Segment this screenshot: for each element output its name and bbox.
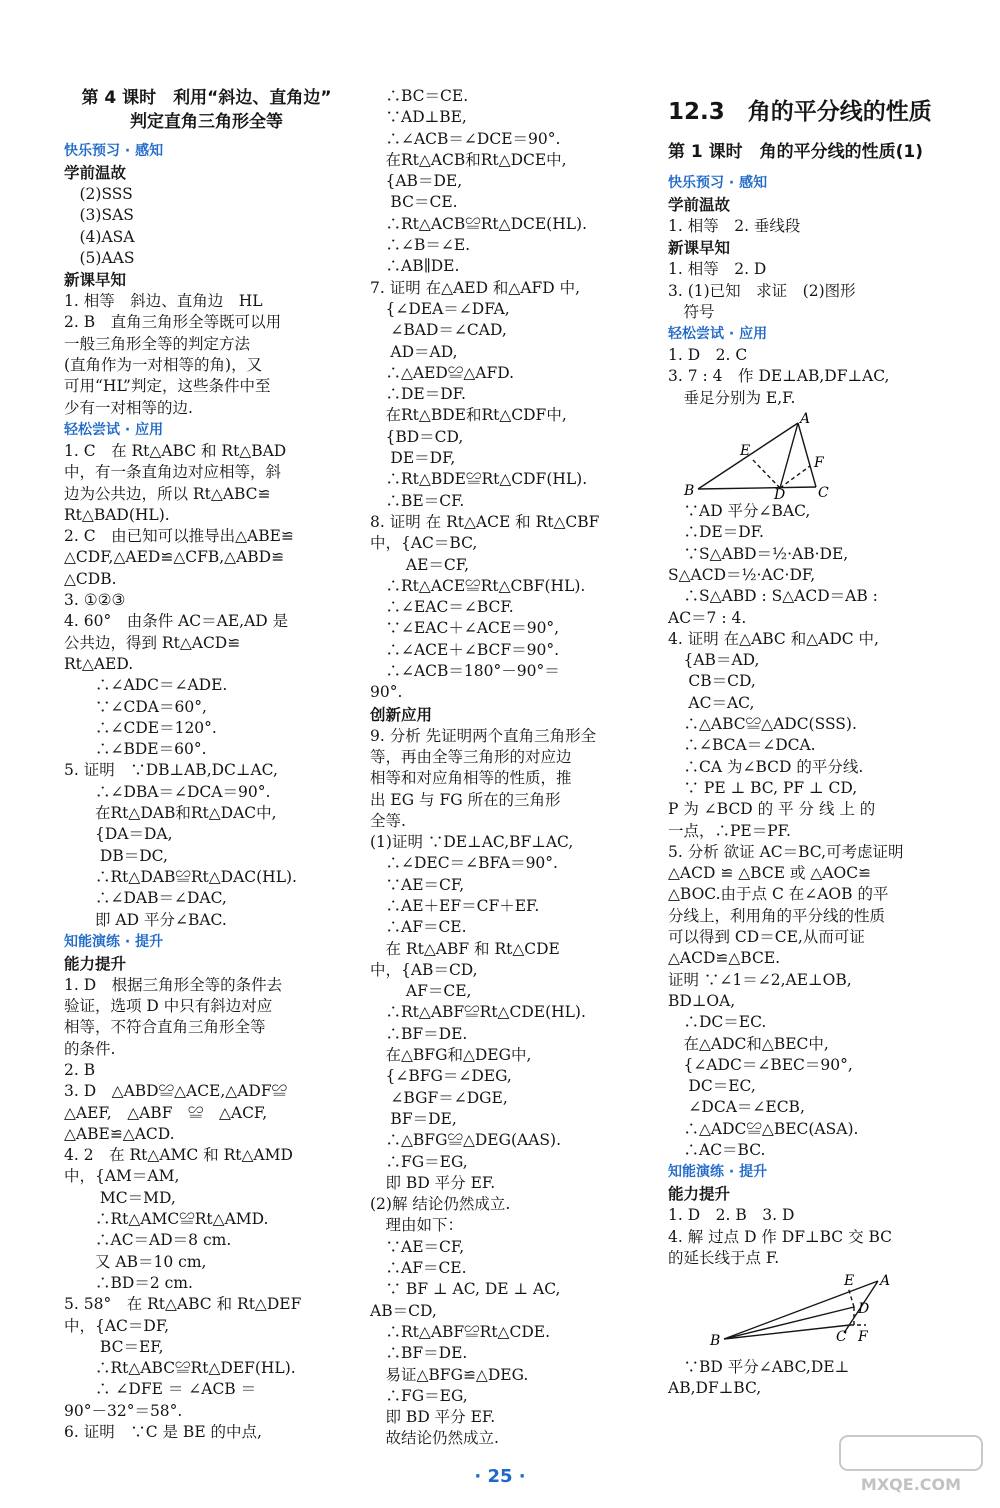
answer-line: 1. D 根据三角形全等的条件去 xyxy=(64,975,283,994)
answer-line: 3. ①②③ xyxy=(64,591,126,610)
answer-line: 2. B xyxy=(64,1060,96,1079)
answer-line: ∴AC＝BC. xyxy=(668,1140,766,1159)
answer-line: 的条件. xyxy=(64,1039,116,1058)
fig1-label-D: D xyxy=(774,487,786,500)
answer-line: 验证，选项 D 中只有斜边对应 xyxy=(64,997,273,1016)
answer-line: 等，再由全等三角形的对应边 xyxy=(370,747,572,766)
answer-line: 7. 证明 在△AED 和△AFD 中, xyxy=(370,278,581,297)
answer-line: 在△ADC和△BEC中, xyxy=(668,1034,829,1053)
answer-line: ∴△ADC≌△BEC(ASA). xyxy=(668,1119,859,1138)
answer-line: ∴FG＝EG, xyxy=(370,1152,468,1171)
answer-line: ∵AE＝CF, xyxy=(370,1237,465,1256)
answer-line: 垂足分别为 E,F. xyxy=(668,388,796,407)
answer-line: △CDF,△AED≌△CFB,△ABD≌ xyxy=(64,548,285,567)
answer-line: 边为公共边，所以 Rt△ABC≌ xyxy=(64,484,271,503)
answer-line: △AEF, △ABF ≌ △ACF, xyxy=(64,1103,268,1122)
answer-line: 4. 2 在 Rt△AMC 和 Rt△AMD xyxy=(64,1146,293,1165)
column-right-lines-c xyxy=(668,1357,940,1400)
answer-line: ∴∠ACB＝∠DCE＝90°. xyxy=(370,129,561,148)
answer-line: ∴BD＝2 cm. xyxy=(64,1273,193,1292)
figure-angle-bisector-extended xyxy=(668,1271,898,1355)
answer-line: ∴FG＝EG, xyxy=(370,1386,468,1405)
section-tag: 知能演练 · 提升 xyxy=(668,1164,768,1181)
answer-line: ∴∠DAB＝∠DAC, xyxy=(64,889,227,908)
answer-line: 1. 相等 2. D xyxy=(668,260,767,279)
answer-line: 中，{AB＝CD, xyxy=(370,960,478,979)
answer-line: 1. C 在 Rt△ABC 和 Rt△BAD xyxy=(64,441,287,460)
section-heading-small: 能力提升 xyxy=(668,1185,731,1204)
answer-line: ∠BGF＝∠DGE, xyxy=(370,1088,508,1107)
section-tag: 轻松尝试 · 应用 xyxy=(668,326,768,343)
answer-line: ∵ PE ⊥ BC, PF ⊥ CD, xyxy=(668,778,858,797)
answer-line: 4. 解 过点 D 作 DF⊥BC 交 BC xyxy=(668,1227,893,1246)
answer-line: 1. D 2. C xyxy=(668,346,748,365)
answer-line: 全等. xyxy=(370,811,406,830)
answer-line: ∴Rt△ABF≌Rt△CDE. xyxy=(370,1322,551,1341)
answer-line: 90°－32°＝58°. xyxy=(64,1401,183,1420)
answer-line: 在Rt△ACB和Rt△DCE中, xyxy=(370,150,567,169)
answer-line: 5. 证明 ∵DB⊥AB,DC⊥AC, xyxy=(64,761,278,780)
answer-line: ∴Rt△AMC≌Rt△AMD. xyxy=(64,1210,269,1229)
answer-line: {BD＝CD, xyxy=(370,427,464,446)
answer-line: 3. D △ABD≌△ACE,△ADF≌ xyxy=(64,1082,288,1101)
answer-line: 相等，不符合直角三角形全等 xyxy=(64,1018,266,1037)
column-middle-lines xyxy=(370,86,642,1450)
section-heading: 12.3 角的平分线的性质 xyxy=(668,99,932,125)
answer-line: 4. 证明 在△ABC 和△ADC 中, xyxy=(668,629,879,648)
answer-line: 在Rt△BDE和Rt△CDF中, xyxy=(370,406,567,425)
answer-line: ∴∠B＝∠E. xyxy=(370,236,471,255)
answer-line: 中，{AC＝DF, xyxy=(64,1316,170,1335)
answer-line: {AB＝DE, xyxy=(370,172,463,191)
fig2-label-D: D xyxy=(858,1301,870,1318)
answer-line: ∵∠CDA＝60°, xyxy=(64,697,207,716)
answer-line: ∴BF＝DE. xyxy=(370,1344,468,1363)
answer-line: ∴BF＝DE. xyxy=(370,1024,468,1043)
fig1-label-A: A xyxy=(800,411,811,428)
fig1-label-F: F xyxy=(814,455,824,472)
fig1-label-C: C xyxy=(818,485,829,500)
answer-line: 证明 ∵∠1＝∠2,AE⊥OB, xyxy=(668,970,852,989)
answer-line: AD＝AD, xyxy=(370,342,458,361)
answer-line: BC＝CE. xyxy=(370,193,458,212)
answer-line: ∴AB∥DE. xyxy=(370,257,460,276)
answer-line: △ACD ≌ △BCE 或 △AOC≌ xyxy=(668,864,872,883)
answer-line: ∵BD 平分∠ABC,DE⊥ xyxy=(668,1358,850,1377)
section-heading-small: 学前温故 xyxy=(668,196,731,214)
answer-line: 6. 证明 ∵C 是 BE 的中点, xyxy=(64,1423,262,1442)
answer-line: ∴BC＝CE. xyxy=(370,87,469,105)
answer-line: ∴ ∠DFE ＝ ∠ACB ＝ xyxy=(64,1380,257,1399)
answer-line: 2. B 直角三角形全等既可以用 xyxy=(64,313,282,332)
answer-line: ∴∠ACE＋∠BCF＝90°. xyxy=(370,640,560,659)
answer-line: ∴Rt△ACB≌Rt△DCE(HL). xyxy=(370,214,588,233)
fig2-label-C: C xyxy=(836,1329,847,1346)
answer-line: {∠DEA＝∠DFA, xyxy=(370,299,510,318)
answer-line: ∴AF＝CE. xyxy=(370,1259,467,1278)
lesson-title-line2: 判定直角三角形全等 xyxy=(130,112,283,132)
answer-line: △CDB. xyxy=(64,569,117,588)
answer-line: 即 BD 平分 EF. xyxy=(370,1173,496,1192)
answer-line: {∠ADC＝∠BEC＝90°, xyxy=(668,1055,853,1074)
answer-line: ∴∠DBA＝∠DCA＝90°. xyxy=(64,782,271,801)
section-tag: 快乐预习 · 感知 xyxy=(668,175,768,191)
answer-line: ∴AF＝CE. xyxy=(370,918,467,937)
answer-line: (2)SSS xyxy=(64,185,133,203)
column-right xyxy=(668,86,940,1400)
answer-line: (1)证明 ∵DE⊥AC,BF⊥AC, xyxy=(370,833,574,852)
answer-line: AB＝CD, xyxy=(370,1301,437,1320)
answer-line: ∴∠CDE＝120°. xyxy=(64,718,217,737)
watermark-text: MXQE.COM xyxy=(860,1475,962,1494)
section-heading-small: 能力提升 xyxy=(64,954,127,973)
answer-line: ∴DE＝DF. xyxy=(370,385,466,404)
column-left xyxy=(64,86,349,1443)
answer-line: 分线上，利用角的平分线的性质 xyxy=(668,906,886,925)
watermark-logo xyxy=(836,1432,986,1496)
answer-line: ∵AD 平分∠BAC, xyxy=(668,502,811,521)
answer-line: (4)ASA xyxy=(64,227,135,246)
answer-line: ∴Rt△DAB≌Rt△DAC(HL). xyxy=(64,867,297,886)
fig1-label-B: B xyxy=(684,483,695,500)
answer-line: 4. 60° 由条件 AC＝AE,AD 是 xyxy=(64,612,289,631)
answer-line: ∴∠EAC＝∠BCF. xyxy=(370,598,514,617)
answer-line: 在Rt△DAB和Rt△DAC中, xyxy=(64,804,277,823)
answer-line: 在 Rt△ABF 和 Rt△CDE xyxy=(370,939,560,958)
answer-line: 中，有一条直角边对应相等，斜 xyxy=(64,463,282,482)
figure-triangle-bisector xyxy=(668,411,838,499)
answer-line: BC＝EF, xyxy=(64,1337,164,1356)
answer-line: P 为 ∠BCD 的 平 分 线 上 的 xyxy=(668,800,876,819)
answer-line: ∵AD⊥BE, xyxy=(370,108,467,127)
answer-line: {AB＝AD, xyxy=(668,651,760,670)
answer-line: Rt△BAD(HL). xyxy=(64,505,170,524)
answer-line: 易证△BFG≌△DEG. xyxy=(370,1365,529,1384)
answer-line: 可以得到 CD＝CE,从而可证 xyxy=(668,928,865,947)
answer-line: 即 BD 平分 EF. xyxy=(370,1408,496,1427)
answer-line: CB＝CD, xyxy=(668,672,756,691)
answer-line: AE＝CF, xyxy=(370,555,470,574)
answer-line: 1. D 2. B 3. D xyxy=(668,1206,795,1225)
column-right-lines-a xyxy=(668,172,940,409)
answer-line: {DA＝DA, xyxy=(64,825,173,844)
answer-line: 3. 7 : 4 作 DE⊥AB,DF⊥AC, xyxy=(668,367,890,386)
answer-line: ∴AC＝AD＝8 cm. xyxy=(64,1231,232,1250)
answer-line: △ACD≌△BCE. xyxy=(668,949,781,968)
section-tag: 快乐预习 · 感知 xyxy=(64,143,164,159)
answer-line: ∴DC＝EC. xyxy=(668,1013,767,1032)
answer-line: DC＝EC, xyxy=(668,1077,756,1096)
answer-line: ∴Rt△ABF≌Rt△CDE(HL). xyxy=(370,1003,586,1022)
answer-line: 8. 证明 在 Rt△ACE 和 Rt△CBF xyxy=(370,512,600,531)
answer-line: ∵ BF ⊥ AC, DE ⊥ AC, xyxy=(370,1280,561,1299)
lesson-title-line1: 第 4 课时 利用“斜边、直角边” xyxy=(81,88,332,108)
section-heading-small: 学前温故 xyxy=(64,164,127,182)
answer-line: 5. 58° 在 Rt△ABC 和 Rt△DEF xyxy=(64,1295,302,1314)
answer-line: ∴∠BCA＝∠DCA. xyxy=(668,736,816,755)
answer-line: 故结论仍然成立. xyxy=(370,1429,499,1448)
answer-line: AF＝CE, xyxy=(370,982,472,1001)
fig1-label-E: E xyxy=(740,443,751,460)
answer-line: ∴△AED≌△AFD. xyxy=(370,363,515,382)
answer-line: 公共边，得到 Rt△ACD≌ xyxy=(64,633,241,652)
answer-line: ∴DE＝DF. xyxy=(668,523,764,542)
answer-line: 一般三角形全等的判定方法 xyxy=(64,334,251,353)
answer-line: ∴CA 为∠BCD 的平分线. xyxy=(668,757,864,776)
answer-line: {∠BFG＝∠DEG, xyxy=(370,1067,512,1086)
answer-line: △ABE≌△ACD. xyxy=(64,1124,175,1143)
answer-line: AC＝7 : 4. xyxy=(668,608,747,627)
column-middle xyxy=(370,86,642,1450)
answer-line: (2)解 结论仍然成立. xyxy=(370,1195,511,1214)
answer-line: 在△BFG和△DEG中, xyxy=(370,1046,532,1065)
answer-line: 即 AD 平分∠BAC. xyxy=(64,910,227,929)
answer-line: ∵∠EAC＋∠ACE＝90°, xyxy=(370,619,560,638)
answer-line: ∴△ABC≌△ADC(SSS). xyxy=(668,715,857,734)
answer-line: 中，{AM＝AM, xyxy=(64,1167,180,1186)
answer-line: 1. 相等 2. 垂线段 xyxy=(668,217,801,235)
answer-line: 一点，∴PE＝PF. xyxy=(668,821,791,840)
fig2-label-F: F xyxy=(858,1329,868,1346)
answer-line: S△ACD＝½·AC·DF, xyxy=(668,565,816,584)
answer-line: MC＝MD, xyxy=(64,1188,176,1207)
answer-line: ∴AE＋EF＝CF＋EF. xyxy=(370,896,540,915)
answer-line: ∴∠BDE＝60°. xyxy=(64,740,207,759)
answer-line: ∵S△ABD＝½·AB·DE, xyxy=(668,544,849,563)
answer-line: DE＝DF, xyxy=(370,449,456,468)
answer-line: 少有一对相等的边. xyxy=(64,398,193,417)
section-heading-small: 创新应用 xyxy=(370,705,433,724)
fig2-label-A: A xyxy=(880,1273,891,1290)
section-heading-small: 新课早知 xyxy=(64,271,127,290)
answer-line: ∠DCA＝∠ECB, xyxy=(668,1098,805,1117)
lesson-subtitle: 第 1 课时 角的平分线的性质(1) xyxy=(668,142,924,162)
answer-line: BF＝DE, xyxy=(370,1109,457,1128)
answer-line: ∴∠ACB＝180°－90°＝ xyxy=(370,662,560,681)
answer-line: △BOC.由于点 C 在∠AOB 的平 xyxy=(668,885,889,904)
answer-line: 中，{AC＝BC, xyxy=(370,534,478,553)
answer-line: AB,DF⊥BC, xyxy=(668,1379,762,1398)
section-tag: 轻松尝试 · 应用 xyxy=(64,421,164,438)
answer-line: 又 AB＝10 cm, xyxy=(64,1252,207,1271)
column-left-lines xyxy=(64,140,349,1443)
answer-line: ∴Rt△BDE≌Rt△CDF(HL). xyxy=(370,470,588,489)
answer-line: 90°. xyxy=(370,683,403,702)
answer-line: 可用“HL”判定，这些条件中至 xyxy=(64,377,271,396)
answer-line: ∴Rt△ABC≌Rt△DEF(HL). xyxy=(64,1359,296,1378)
answer-line: 1. 相等 斜边、直角边 HL xyxy=(64,292,263,311)
answer-line: 3. (1)已知 求证 (2)图形 xyxy=(668,281,856,300)
answer-line: Rt△AED. xyxy=(64,654,134,673)
answer-line: DB＝DC, xyxy=(64,846,168,865)
answer-line: 的延长线于点 F. xyxy=(668,1248,780,1267)
column-right-lines-b xyxy=(668,501,940,1269)
answer-line: ∴BE＝CF. xyxy=(370,491,465,510)
answer-line: 2. C 由已知可以推导出△ABE≌ xyxy=(64,527,294,546)
answer-line: ∴S△ABD : S△ACD＝AB : xyxy=(668,587,878,606)
answer-line: ∴∠ADC＝∠ADE. xyxy=(64,676,228,695)
answer-line: ∴△BFG≌△DEG(AAS). xyxy=(370,1131,562,1150)
answer-line: (5)AAS xyxy=(64,248,135,267)
answer-line: 5. 分析 欲证 AC＝BC,可考虑证明 xyxy=(668,842,904,861)
answer-line: ∵AE＝CF, xyxy=(370,875,465,894)
answer-line: ∴∠DEC＝∠BFA＝90°. xyxy=(370,854,558,873)
answer-line: (直角作为一对相等的角)，又 xyxy=(64,356,263,375)
section-tag: 知能演练 · 提升 xyxy=(64,933,164,950)
answer-line: ∴Rt△ACE≌Rt△CBF(HL). xyxy=(370,576,586,595)
answer-line: BD⊥OA, xyxy=(668,991,736,1010)
page-number: · 25 · xyxy=(474,1466,526,1487)
fig2-label-B: B xyxy=(710,1333,721,1350)
answer-line: AC＝AC, xyxy=(668,693,755,712)
answer-line: 理由如下： xyxy=(370,1216,464,1235)
section-heading-small: 新课早知 xyxy=(668,239,731,258)
fig2-label-E: E xyxy=(844,1273,855,1290)
answer-line: 符号 xyxy=(668,302,715,321)
answer-line: (3)SAS xyxy=(64,206,134,225)
answer-line: ∠BAD＝∠CAD, xyxy=(370,321,507,340)
answer-line: 9. 分析 先证明两个直角三角形全 xyxy=(370,726,597,745)
answer-line: 出 EG 与 FG 所在的三角形 xyxy=(370,790,561,809)
answer-line: 相等和对应角相等的性质，推 xyxy=(370,769,572,788)
